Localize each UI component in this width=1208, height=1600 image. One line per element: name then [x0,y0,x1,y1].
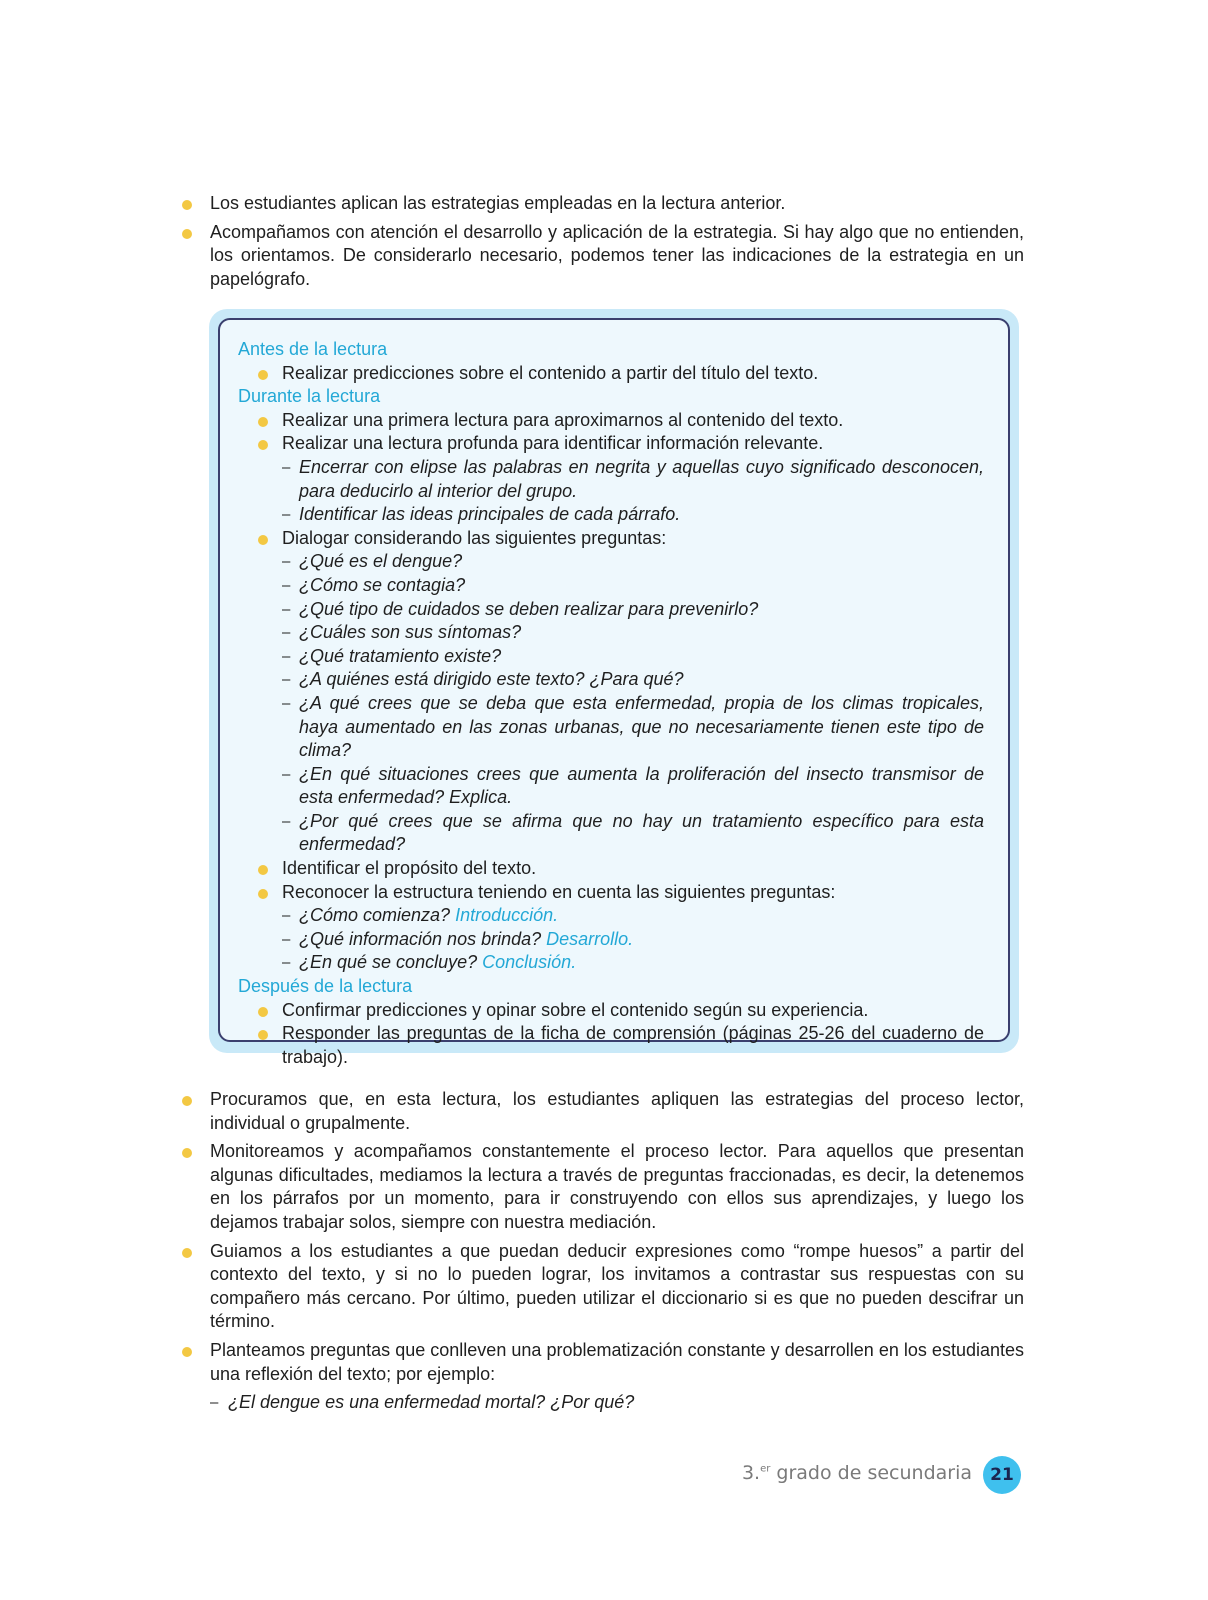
question-item: – ¿Qué tratamiento existe? [282,645,984,669]
structure-list [282,904,984,975]
structure-answer: Introducción. [455,905,559,926]
question-item: – ¿A qué crees que se deba que esta enfermedad, propia de los climas tropicales, haya aumentado en las zonas urbanas, que no necesariamente tienen este tipo de clima? [282,692,984,763]
page-number-badge: 21 [983,1456,1021,1494]
list-item-text: Dialogar considerando las siguientes preguntas: [282,527,667,548]
section-heading-durante: Durante la lectura [238,386,381,407]
closing-bullet: Procuramos que, en esta lectura, los estudiantes apliquen las estrategias del proceso lector, individual o grupalmente. [181,1088,1024,1135]
list-item-text: Reconocer la estructura teniendo en cuenta las siguientes preguntas: [282,881,836,902]
intro-bullet-list [181,192,1024,296]
grade-number: 3. [741,1462,761,1484]
question-list [282,550,984,857]
question-item: – ¿Cuáles son sus síntomas? [282,621,984,645]
grade-superscript: er [760,1463,771,1475]
sub-item: – Encerrar con elipse las palabras en negrita y aquellas cuyo significado desconocen, para deducirlo al interior del grupo. [282,456,984,503]
section-heading-antes: Antes de la lectura [238,339,388,359]
grade-label [742,1462,972,1484]
question-item: – ¿Cómo se contagia? [282,574,984,598]
structure-question: ¿Cómo comienza? [299,905,451,926]
closing-bullet-list [181,1088,1024,1415]
list-item: Realizar predicciones sobre el contenido a partir del título del texto. [238,362,984,386]
sub-list [282,456,984,527]
structure-question: ¿En qué se concluye? [299,952,478,973]
closing-bullet: Planteamos preguntas que conlleven una problematización constante y desarrollen en los estudiantes una reflexión del texto; por ejemplo: [181,1339,1024,1386]
structure-answer: Conclusión. [482,952,577,973]
strategy-box [218,318,1010,1067]
list-item [238,527,984,857]
list-item: Confirmar predicciones y opinar sobre el contenido según su experiencia. [238,999,984,1023]
list-item: Responder las preguntas de la ficha de comprensión (páginas 25-26 del cuaderno de trabajo). [238,1022,984,1069]
question-item: – ¿Por qué crees que se afirma que no hay un tratamiento específico para esta enfermedad? [282,810,984,857]
structure-item [282,904,984,928]
sub-item: – Identificar las ideas principales de cada párrafo. [282,503,984,527]
intro-bullet: Los estudiantes aplican las estrategias empleadas en la lectura anterior. [181,192,1024,216]
intro-bullet: Acompañamos con atención el desarrollo y aplicación de la estrategia. Si hay algo que no entienden, los orientamos. De considerarlo necesario, podemos tener las indicaciones de la estrategia en un papelógrafo. [181,221,1024,292]
closing-bullet: Monitoreamos y acompañamos constantemente el proceso lector. Para aquellos que presentan algunas dificultades, mediamos la lectura a través de preguntas fraccionadas, es decir, la detenemos en los párrafos por un momento, para ir construyendo con ellos sus aprendizajes, y luego los dejamos trabajar solos, siempre con nuestra mediación. [181,1140,1024,1234]
section-heading-despues: Después de la lectura [238,976,413,997]
structure-answer: Desarrollo. [546,928,634,949]
question-item: – ¿En qué situaciones crees que aumenta la proliferación del insecto transmisor de esta enfermedad? Explica. [282,763,984,810]
list-item-text: Realizar una lectura profunda para identificar información relevante. [282,433,824,454]
despues-list [238,999,984,1070]
structure-question: ¿Qué información nos brinda? [299,928,542,949]
question-item: – ¿Qué es el dengue? [282,550,984,574]
list-item [238,881,984,975]
list-item: Identificar el propósito del texto. [238,857,984,881]
list-item: Realizar una primera lectura para aproximarnos al contenido del texto. [238,409,984,433]
closing-bullet: Guiamos a los estudiantes a que puedan deducir expresiones como “rompe huesos” a partir del contexto del texto, y si no lo pueden lograr, los invitamos a contrastar sus respuestas con su compañero más cercano. Por último, pueden utilizar el diccionario si es que no pueden descifrar un término. [181,1240,1024,1334]
structure-item [282,951,984,975]
grade-text: grado de secundaria [770,1462,972,1484]
structure-item [282,928,984,952]
question-item: – ¿Qué tipo de cuidados se deben realizar para prevenirlo? [282,598,984,622]
list-item [238,432,984,526]
durante-list [238,409,984,975]
antes-list [238,362,984,386]
question-item: – ¿A quiénes está dirigido este texto? ¿Para qué? [282,668,984,692]
example-question: – ¿El dengue es una enfermedad mortal? ¿Por qué? [181,1391,1024,1415]
